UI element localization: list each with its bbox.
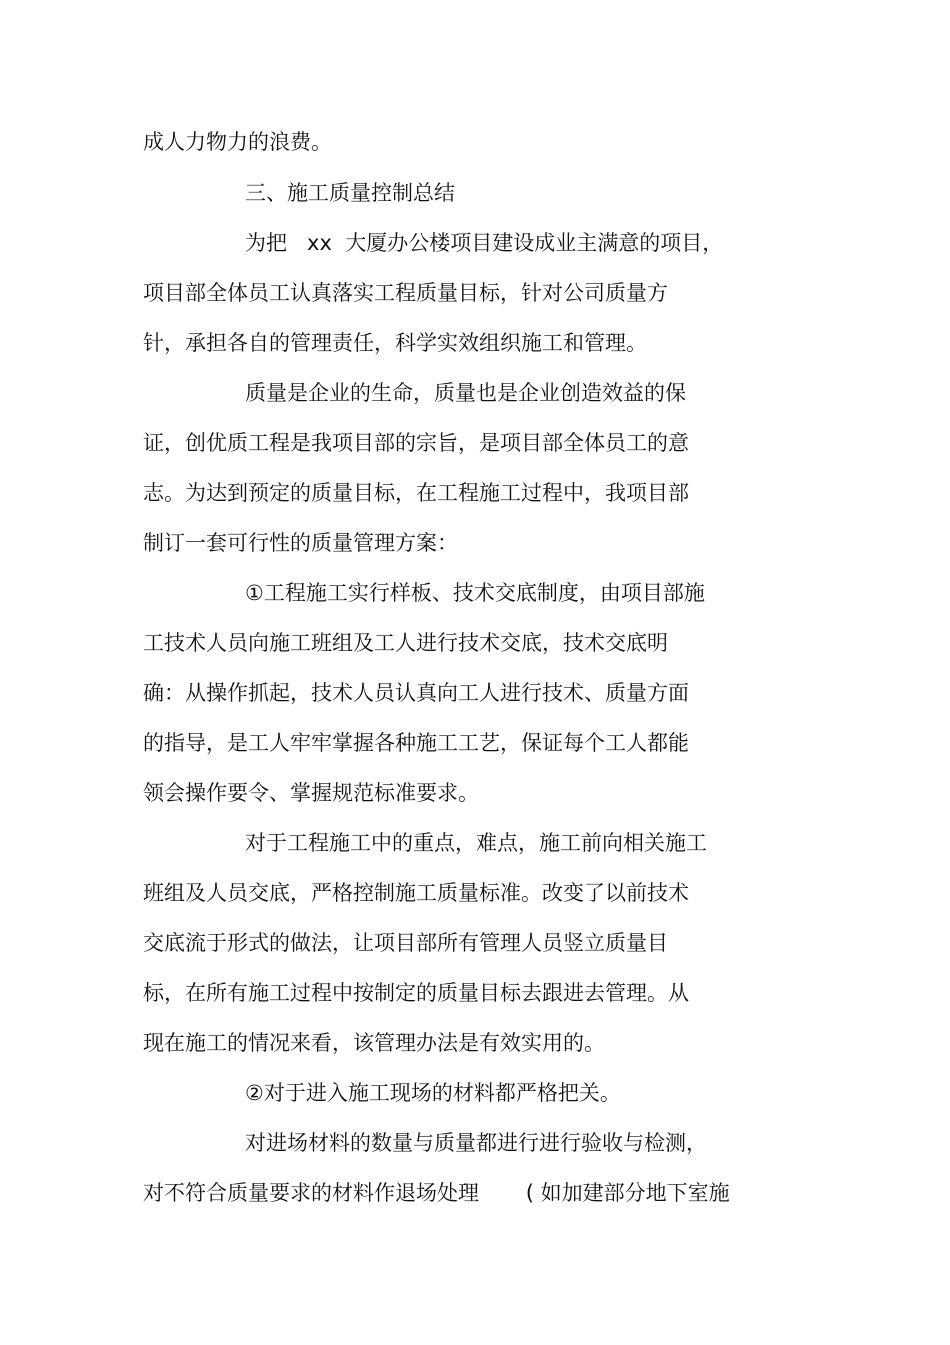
text-line: 标，在所有施工过程中按制定的质量目标去跟进去管理。从 [143,981,689,1005]
text-line: 证，创优质工程是我项目部的宗旨，是项目部全体员工的意 [143,431,689,455]
text-line: 为把 xx 大厦办公楼项目建设成业主满意的项目， [245,231,724,255]
text-line: 对不符合质量要求的材料作退场处理 ( 如加建部分地下室施 [143,1181,730,1205]
text-line: 对进场材料的数量与质量都进行进行验收与检测， [245,1131,707,1155]
text-line: 项目部全体员工认真落实工程质量目标，针对公司质量方 [143,281,668,305]
text-line: 针，承担各自的管理责任，科学实效组织施工和管理。 [143,331,647,355]
text-line: 对于工程施工中的重点，难点，施工前向相关施工 [245,831,707,855]
text-line: 班组及人员交底，严格控制施工质量标准。改变了以前技术 [143,881,689,905]
text-line: 确：从操作抓起，技术人员认真向工人进行技术、质量方面 [143,681,689,705]
text-line: 成人力物力的浪费。 [143,130,332,154]
text-line: 志。为达到预定的质量目标，在工程施工过程中，我项目部 [143,481,689,505]
text-line: 交底流于形式的做法，让项目部所有管理人员竖立质量目 [143,931,668,955]
text-line: 质量是企业的生命，质量也是企业创造效益的保 [245,381,686,405]
text-line: 现在施工的情况来看，该管理办法是有效实用的。 [143,1031,605,1055]
text-line: 制订一套可行性的质量管理方案： [143,531,458,555]
text-line: 的指导，是工人牢牢掌握各种施工工艺，保证每个工人都能 [143,731,689,755]
list-item: ①工程施工实行样板、技术交底制度，由项目部施 [245,581,705,605]
list-item: ②对于进入施工现场的材料都严格把关。 [245,1081,621,1105]
text-line: 工技术人员向施工班组及工人进行技术交底，技术交底明 [143,631,668,655]
section-heading: 三、施工质量控制总结 [245,181,455,205]
text-line: 领会操作要令、掌握规范标准要求。 [143,781,479,805]
